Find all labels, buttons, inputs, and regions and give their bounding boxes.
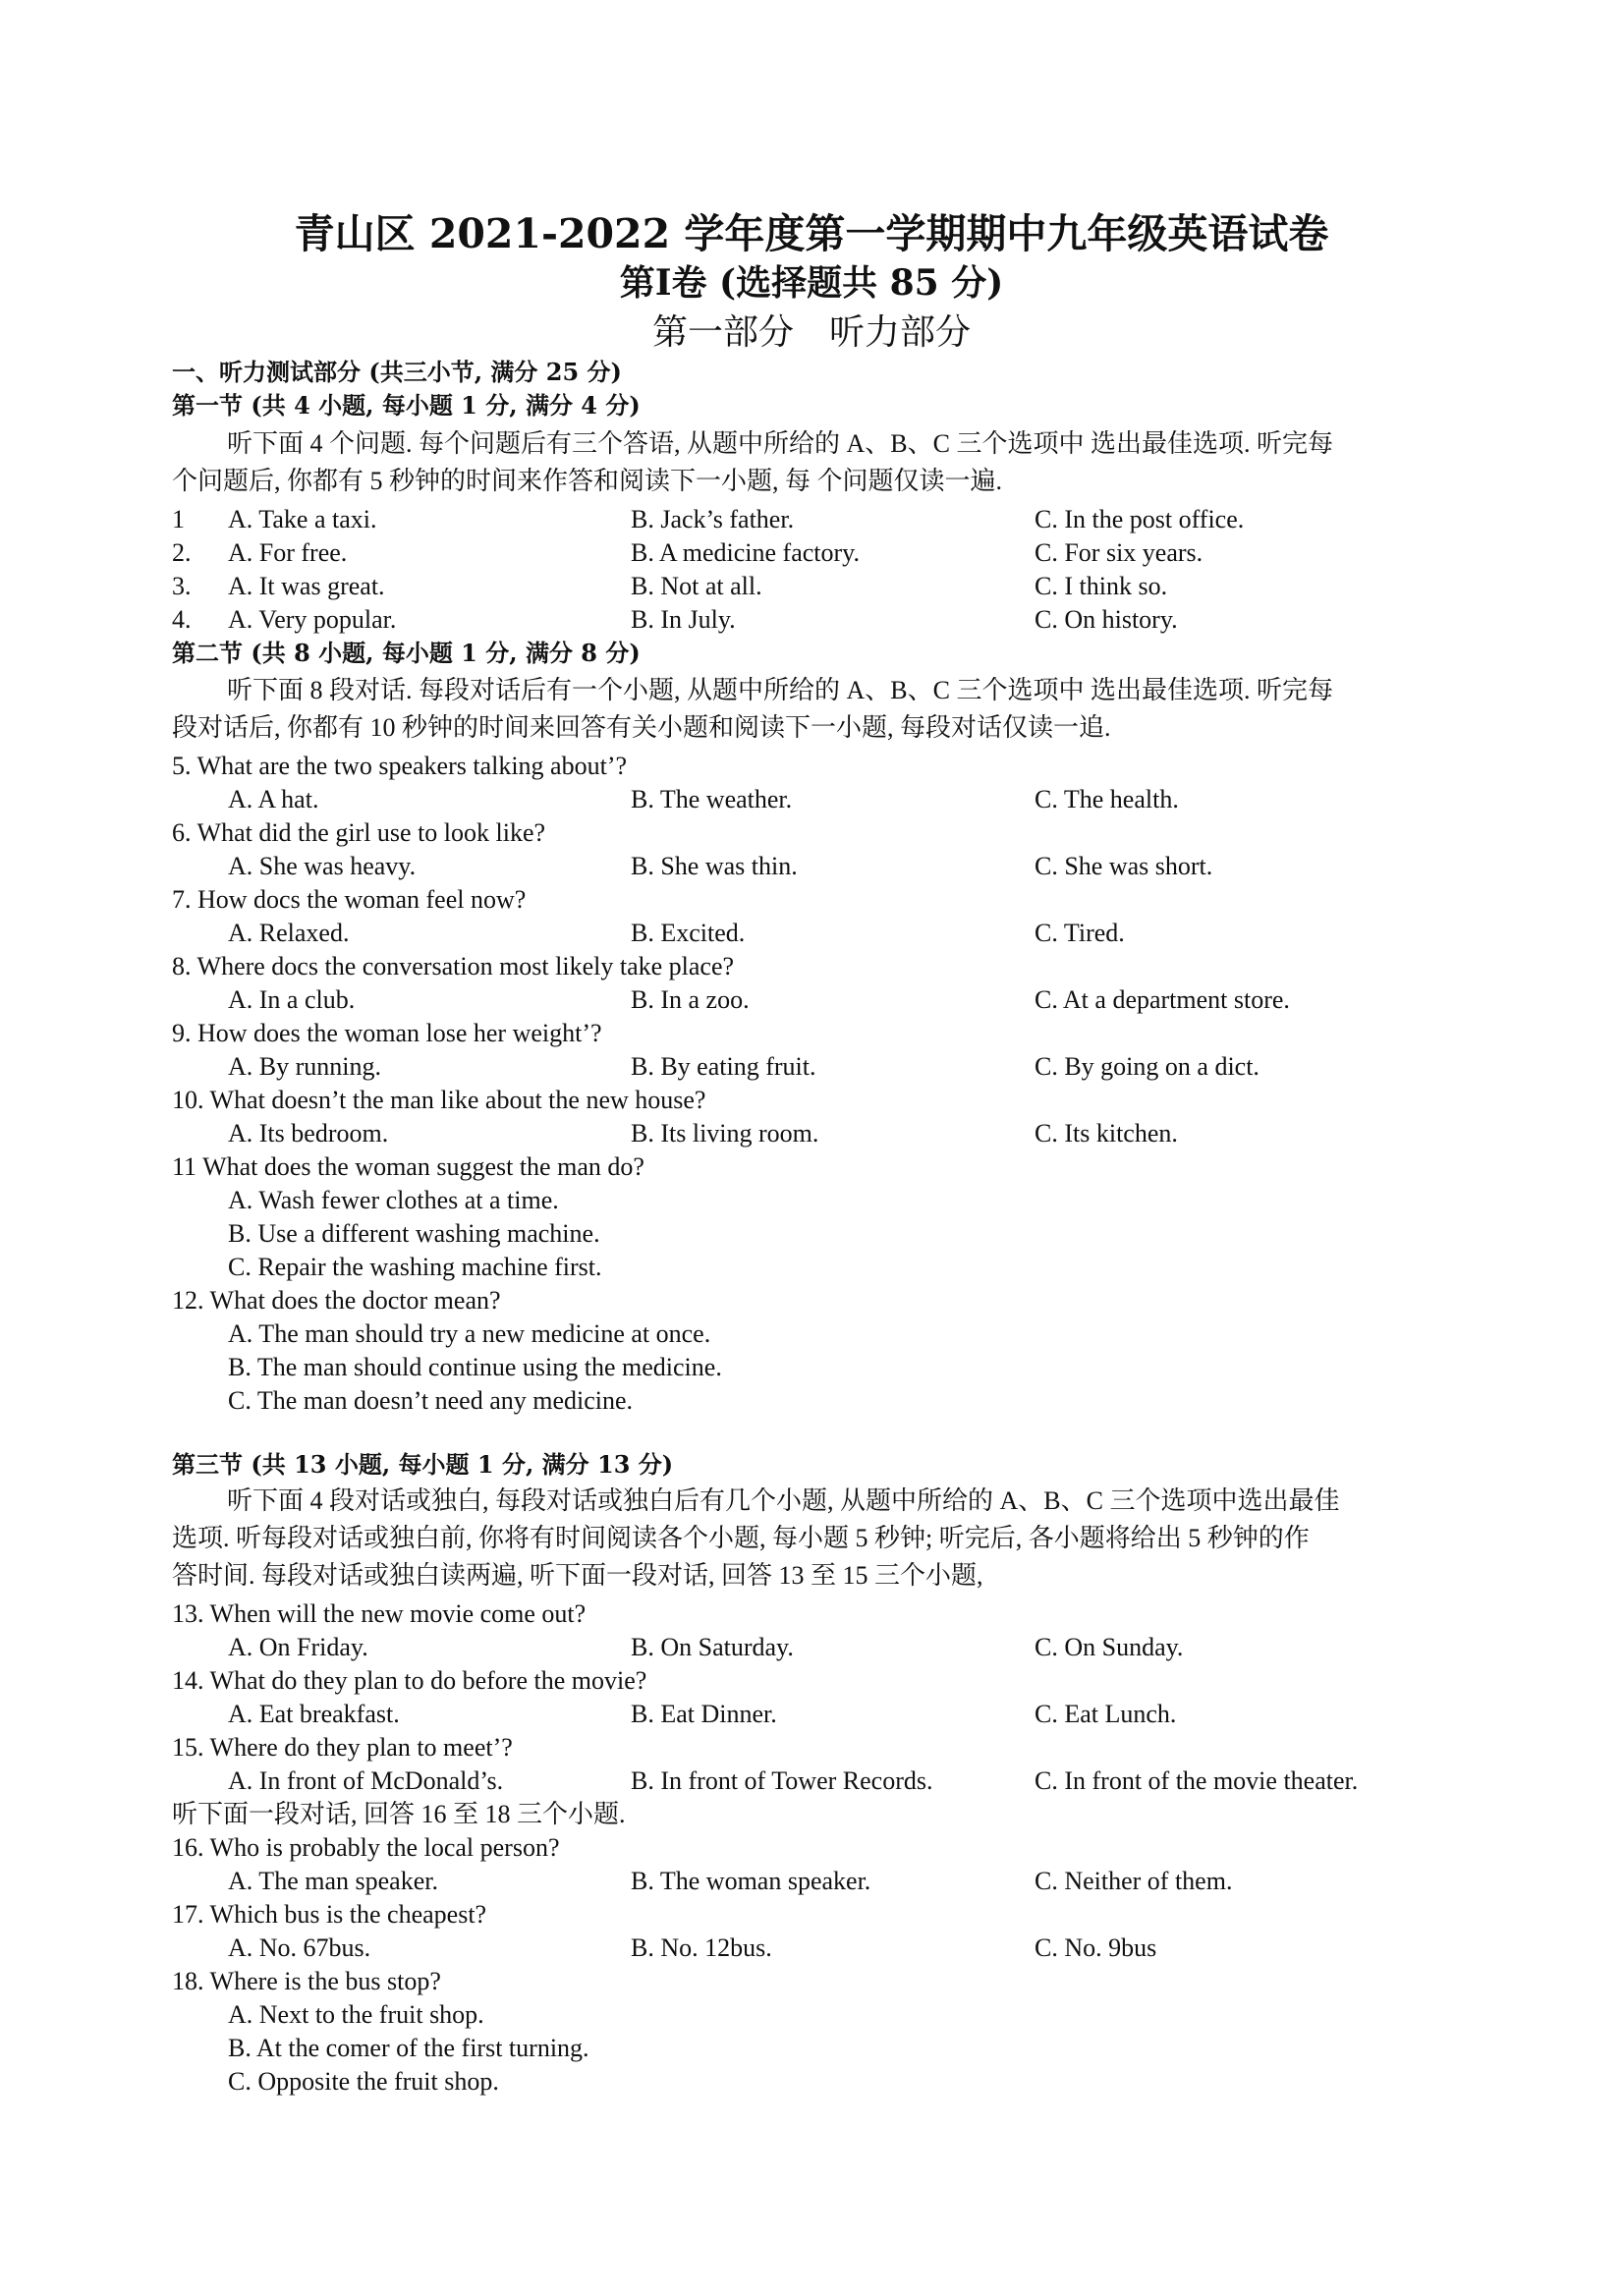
option-a: A. Its bedroom. [228, 1119, 389, 1148]
question-row [0, 572, 1623, 603]
question-stem: 18. Where is the bus stop? [172, 1967, 441, 1995]
question-stem: 9. How does the woman lose her weight’? [172, 1019, 602, 1047]
question-stem: 15. Where do they plan to meet’? [172, 1733, 513, 1762]
option-c: C. On Sunday. [1035, 1633, 1184, 1661]
option-c: C. In front of the movie theater. [1035, 1766, 1359, 1795]
question-stem: 14. What do they plan to do before the movie? [172, 1666, 647, 1695]
question-number: 3. [172, 572, 192, 600]
options-row [0, 1933, 1623, 1965]
option-a: A. Relaxed. [228, 919, 350, 947]
option-c: C. Opposite the fruit shop. [228, 2067, 499, 2096]
option-b: B. The man should continue using the medicine. [228, 1353, 722, 1381]
option-a: A. Next to the fruit shop. [228, 2000, 484, 2029]
section1-heading: 第一节 (共 4 小题, 每小题 1 分, 满分 4 分) [172, 391, 641, 420]
question-stem: 13. When will the new movie come out? [172, 1599, 587, 1628]
option-b: B. Jack’s father. [631, 505, 795, 533]
section3-instruction-line3: 答时间. 每段对话或独白读两遍, 听下面一段对话, 回答 13 至 15 三个小题, [172, 1561, 983, 1590]
question-stem: 12. What does the doctor mean? [172, 1286, 501, 1315]
option-b: B. The woman speaker. [631, 1867, 871, 1895]
question-row [0, 505, 1623, 536]
options-row [0, 1700, 1623, 1731]
exam-title: 青山区 2021-2022 学年度第一学期期中九年级英语试卷 [294, 210, 1329, 257]
options-row [0, 1867, 1623, 1898]
option-a: A. The man should try a new medicine at once. [228, 1319, 711, 1348]
option-a: A. A hat. [228, 785, 319, 813]
option-b: B. No. 12bus. [631, 1933, 772, 1962]
option-c: C. Its kitchen. [1035, 1119, 1178, 1148]
question-stem: 7. How docs the woman feel now? [172, 885, 527, 914]
question-stem: 10. What doesn’t the man like about the new house? [172, 1086, 706, 1114]
option-a: A. She was heavy. [228, 852, 417, 880]
option-a: A. On Friday. [228, 1633, 368, 1661]
question-row [0, 605, 1623, 637]
option-c: C. The man doesn’t need any medicine. [228, 1386, 634, 1415]
question-stem: 6. What did the girl use to look like? [172, 818, 546, 847]
option-a: A. By running. [228, 1052, 381, 1081]
instruction-16-18: 听下面一段对话, 回答 16 至 18 三个小题. [172, 1800, 626, 1828]
question-stem: 16. Who is probably the local person? [172, 1833, 560, 1862]
option-a: A. Take a taxi. [228, 505, 377, 533]
option-c: C. Tired. [1035, 919, 1125, 947]
question-number: 4. [172, 605, 192, 634]
section2-instruction-line2: 段对话后, 你都有 10 秒钟的时间来回答有关小题和阅读下一小题, 每段对话仅读一追. [172, 713, 1111, 742]
option-b: B. Its living room. [631, 1119, 819, 1148]
options-row [0, 1119, 1623, 1150]
options-row [0, 1052, 1623, 1084]
options-row [0, 785, 1623, 816]
option-b: B. Not at all. [631, 572, 762, 600]
section2-instruction-line1: 听下面 8 段对话. 每段对话后有一个小题, 从题中所给的 A、B、C 三个选项中 选出最佳选项. 听完每 [227, 676, 1333, 704]
option-c: C. In the post office. [1035, 505, 1245, 533]
question-stem: 17. Which bus is the cheapest? [172, 1900, 487, 1929]
options-row [0, 985, 1623, 1017]
question-number: 1 [172, 505, 185, 533]
section2-heading: 第二节 (共 8 小题, 每小题 1 分, 满分 8 分) [172, 639, 641, 667]
option-c: C. On history. [1035, 605, 1178, 634]
option-c: C. She was short. [1035, 852, 1213, 880]
question-row [0, 538, 1623, 570]
option-b: B. She was thin. [631, 852, 798, 880]
option-b: B. At the comer of the first turning. [228, 2034, 589, 2062]
option-c: C. The health. [1035, 785, 1179, 813]
option-a: A. Very popular. [228, 605, 397, 634]
option-b: B. In a zoo. [631, 985, 750, 1014]
part-title: 第一部分 听力部分 [651, 312, 971, 353]
question-stem: 11 What does the woman suggest the man do? [172, 1152, 644, 1181]
option-b: B. The weather. [631, 785, 793, 813]
option-a: A. Eat breakfast. [228, 1700, 400, 1728]
options-row [0, 1633, 1623, 1664]
option-c: C. Repair the washing machine first. [228, 1253, 602, 1281]
option-a: A. The man speaker. [228, 1867, 438, 1895]
question-number: 2. [172, 538, 192, 567]
option-b: B. A medicine factory. [631, 538, 860, 567]
option-a: A. Wash fewer clothes at a time. [228, 1186, 559, 1214]
option-c: C. I think so. [1035, 572, 1168, 600]
option-b: B. Eat Dinner. [631, 1700, 777, 1728]
question-stem: 8. Where docs the conversation most likely take place? [172, 952, 735, 980]
section1-instruction-line1: 听下面 4 个问题. 每个问题后有三个答语, 从题中所给的 A、B、C 三个选项中 选出最佳选项. 听完每 [227, 429, 1333, 458]
option-c: C. At a department store. [1035, 985, 1290, 1014]
volume-title: 第Ⅰ卷 (选择题共 85 分) [619, 262, 1004, 304]
section3-instruction-line1: 听下面 4 段对话或独白, 每段对话或独白后有几个小题, 从题中所给的 A、B、C 三个选项中选出最佳 [227, 1486, 1340, 1515]
options-row [0, 852, 1623, 883]
section1-instruction-line2: 个问题后, 你都有 5 秒钟的时间来作答和阅读下一小题, 每 个问题仅读一遍. [172, 467, 1003, 495]
option-b: B. Use a different washing machine. [228, 1219, 600, 1248]
option-c: C. Neither of them. [1035, 1867, 1233, 1895]
options-row [0, 1766, 1623, 1798]
option-a: A. It was great. [228, 572, 385, 600]
options-row [0, 919, 1623, 950]
option-b: B. On Saturday. [631, 1633, 794, 1661]
option-a: A. For free. [228, 538, 348, 567]
question-stem: 5. What are the two speakers talking about’? [172, 752, 628, 780]
option-a: A. No. 67bus. [228, 1933, 371, 1962]
option-a: A. In a club. [228, 985, 356, 1014]
section3-heading: 第三节 (共 13 小题, 每小题 1 分, 满分 13 分) [172, 1450, 674, 1479]
option-c: C. For six years. [1035, 538, 1203, 567]
section3-instruction-line2: 选项. 听每段对话或独白前, 你将有时间阅读各个小题, 每小题 5 秒钟; 听完后, 各小题将给出 5 秒钟的作 [172, 1524, 1310, 1552]
option-c: C. By going on a dict. [1035, 1052, 1259, 1081]
section-heading-main: 一、听力测试部分 (共三小节, 满分 25 分) [172, 358, 622, 386]
option-b: B. In front of Tower Records. [631, 1766, 933, 1795]
option-a: A. In front of McDonald’s. [228, 1766, 504, 1795]
option-b: B. In July. [631, 605, 736, 634]
option-c: C. No. 9bus [1035, 1933, 1157, 1962]
option-c: C. Eat Lunch. [1035, 1700, 1177, 1728]
option-b: B. Excited. [631, 919, 746, 947]
option-b: B. By eating fruit. [631, 1052, 816, 1081]
